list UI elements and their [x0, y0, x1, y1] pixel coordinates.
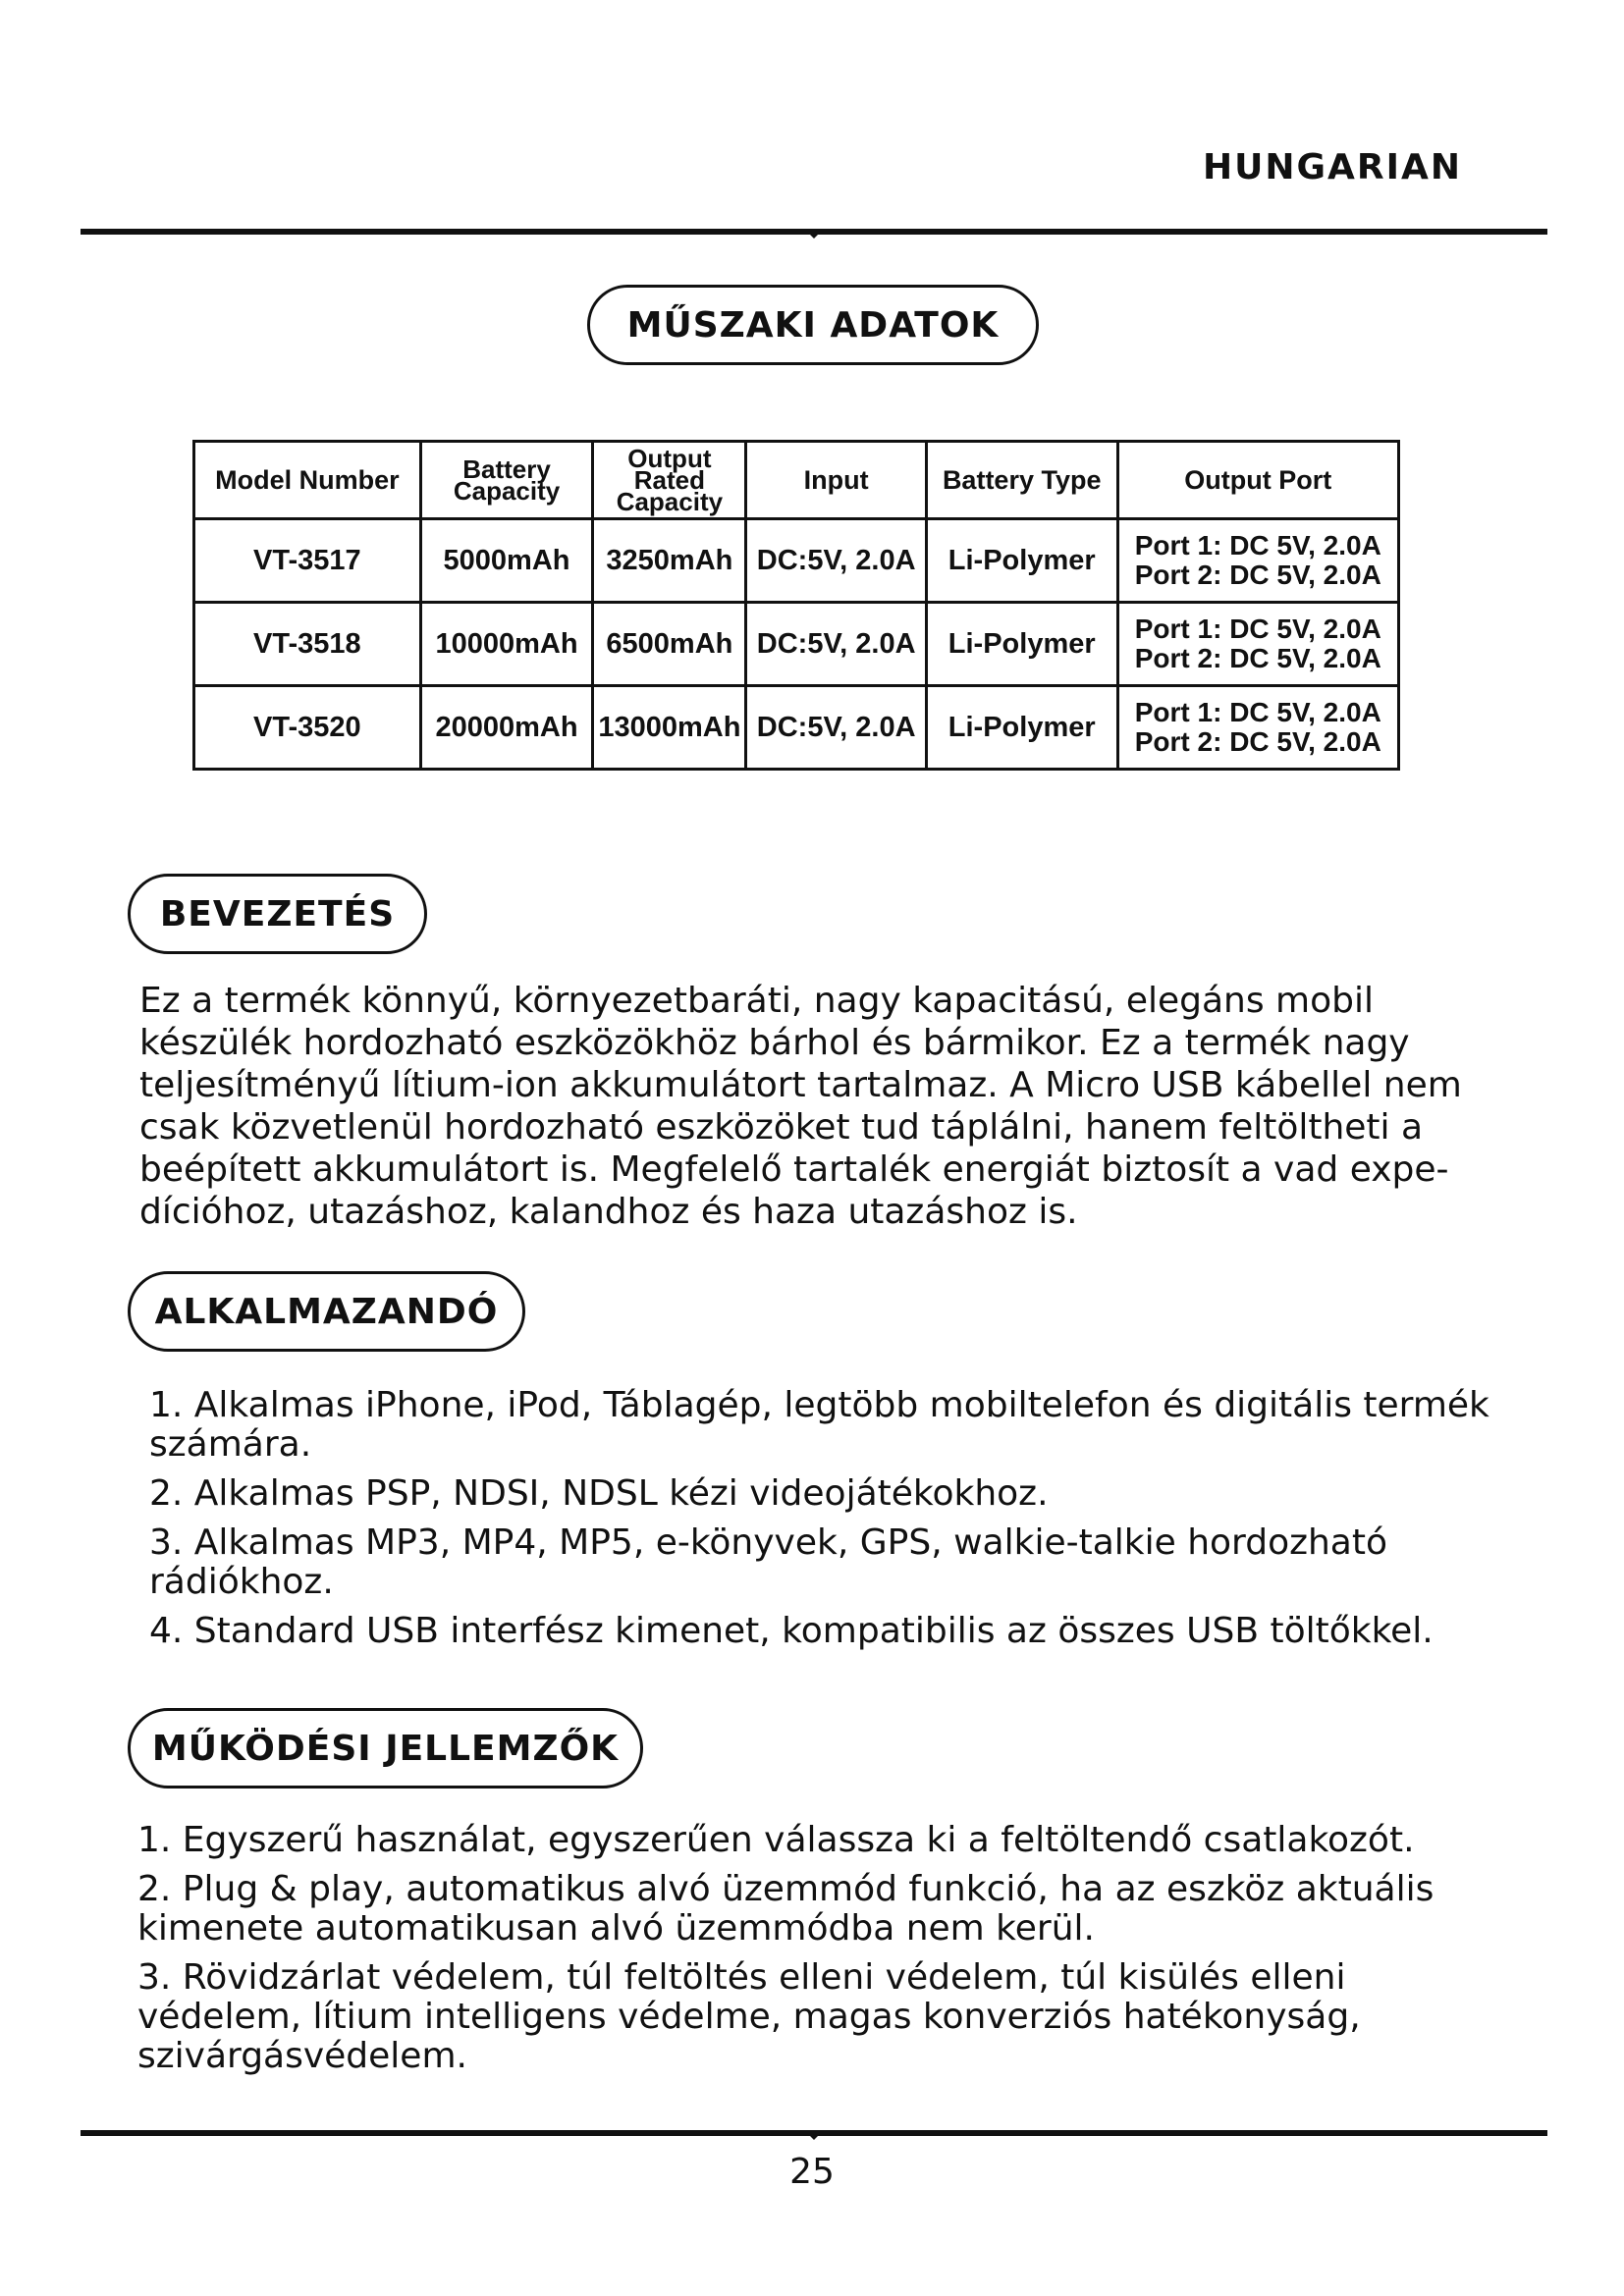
applicable-heading: ALKALMAZANDÓ: [128, 1271, 525, 1352]
list-item: 1. Egyszerű használat, egyszerűen válassza ki a feltöltendő csatlakozót.: [137, 1820, 1415, 1860]
type-cell: Li-Polymer: [926, 603, 1117, 686]
spec-table: [192, 440, 1400, 771]
battery-cell: 5000mAh: [420, 519, 593, 603]
header-input: Input: [746, 442, 926, 519]
model-cell: VT-3520: [194, 686, 421, 770]
specs-heading: MŰSZAKI ADATOK: [587, 285, 1039, 365]
output-cell: 6500mAh: [593, 603, 746, 686]
table-header-row: [194, 442, 1399, 519]
port-cell: Port 1: DC 5V, 2.0A Port 2: DC 5V, 2.0A: [1117, 603, 1398, 686]
type-cell: Li-Polymer: [926, 686, 1117, 770]
features-list: [137, 1821, 1512, 2086]
list-item: 3. Alkalmas MP3, MP4, MP5, e-könyvek, GPS, walkie-talkie hordozható rádiókhoz.: [149, 1522, 1388, 1602]
input-cell: DC:5V, 2.0A: [746, 603, 926, 686]
list-item: 3. Rövidzárlat védelem, túl feltöltés elleni védelem, túl kisülés elleni védelem, lítium intelligens védelme, magas konverziós hatékonyság, szivárgásvédelem.: [137, 1957, 1361, 2076]
page-number: 25: [789, 2152, 835, 2192]
language-label: HUNGARIAN: [1202, 147, 1462, 187]
port-cell: Port 1: DC 5V, 2.0A Port 2: DC 5V, 2.0A: [1117, 519, 1398, 603]
features-heading: MŰKÖDÉSI JELLEMZŐK: [128, 1708, 643, 1789]
top-divider: [81, 229, 1547, 235]
table-row: [194, 603, 1399, 686]
battery-cell: 10000mAh: [420, 603, 593, 686]
output-cell: 3250mAh: [593, 519, 746, 603]
port-cell: Port 1: DC 5V, 2.0A Port 2: DC 5V, 2.0A: [1117, 686, 1398, 770]
list-item: 1. Alkalmas iPhone, iPod, Táblagép, legtöbb mobiltelefon és digitális termék számára.: [149, 1385, 1489, 1465]
model-cell: VT-3518: [194, 603, 421, 686]
bottom-divider: [81, 2130, 1547, 2136]
type-cell: Li-Polymer: [926, 519, 1117, 603]
input-cell: DC:5V, 2.0A: [746, 686, 926, 770]
table-row: [194, 519, 1399, 603]
list-item: 4. Standard USB interfész kimenet, kompatibilis az összes USB töltőkkel.: [149, 1611, 1434, 1651]
list-item: 2. Alkalmas PSP, NDSI, NDSL kézi videojátékokhoz.: [149, 1473, 1049, 1514]
list-item: 2. Plug & play, automatikus alvó üzemmód funkció, ha az eszköz aktuális kimenete automatikusan alvó üzemmódba nem kerül.: [137, 1869, 1435, 1949]
header-model: Model Number: [194, 442, 421, 519]
header-output-port: Output Port: [1117, 442, 1398, 519]
header-battery-type: Battery Type: [926, 442, 1117, 519]
header-battery-capacity: Battery Capacity: [420, 442, 593, 519]
input-cell: DC:5V, 2.0A: [746, 519, 926, 603]
model-cell: VT-3517: [194, 519, 421, 603]
header-output-rated-capacity: Output Rated Capacity: [593, 442, 746, 519]
output-cell: 13000mAh: [593, 686, 746, 770]
intro-heading: BEVEZETÉS: [128, 874, 427, 954]
intro-paragraph: Ez a termék könnyű, környezetbaráti, nagy kapacitású, elegáns mobil készülék hordozható eszközökhöz bárhol és bármikor. Ez a termék nagy teljesítményű lítium-ion akkumulátort tartalmaz. A Micro USB kábellel nem csak közvetlenül hordozható eszközöket tud táplálni, hanem feltöltheti a beépített akkumulátort is. Megfelelő tartalék energiát biztosít a vad expe-dícióhoz, utazáshoz, kalandhoz és haza utazáshoz is.: [139, 981, 1462, 1232]
applicable-list: [149, 1386, 1524, 1661]
battery-cell: 20000mAh: [420, 686, 593, 770]
table-row: [194, 686, 1399, 770]
